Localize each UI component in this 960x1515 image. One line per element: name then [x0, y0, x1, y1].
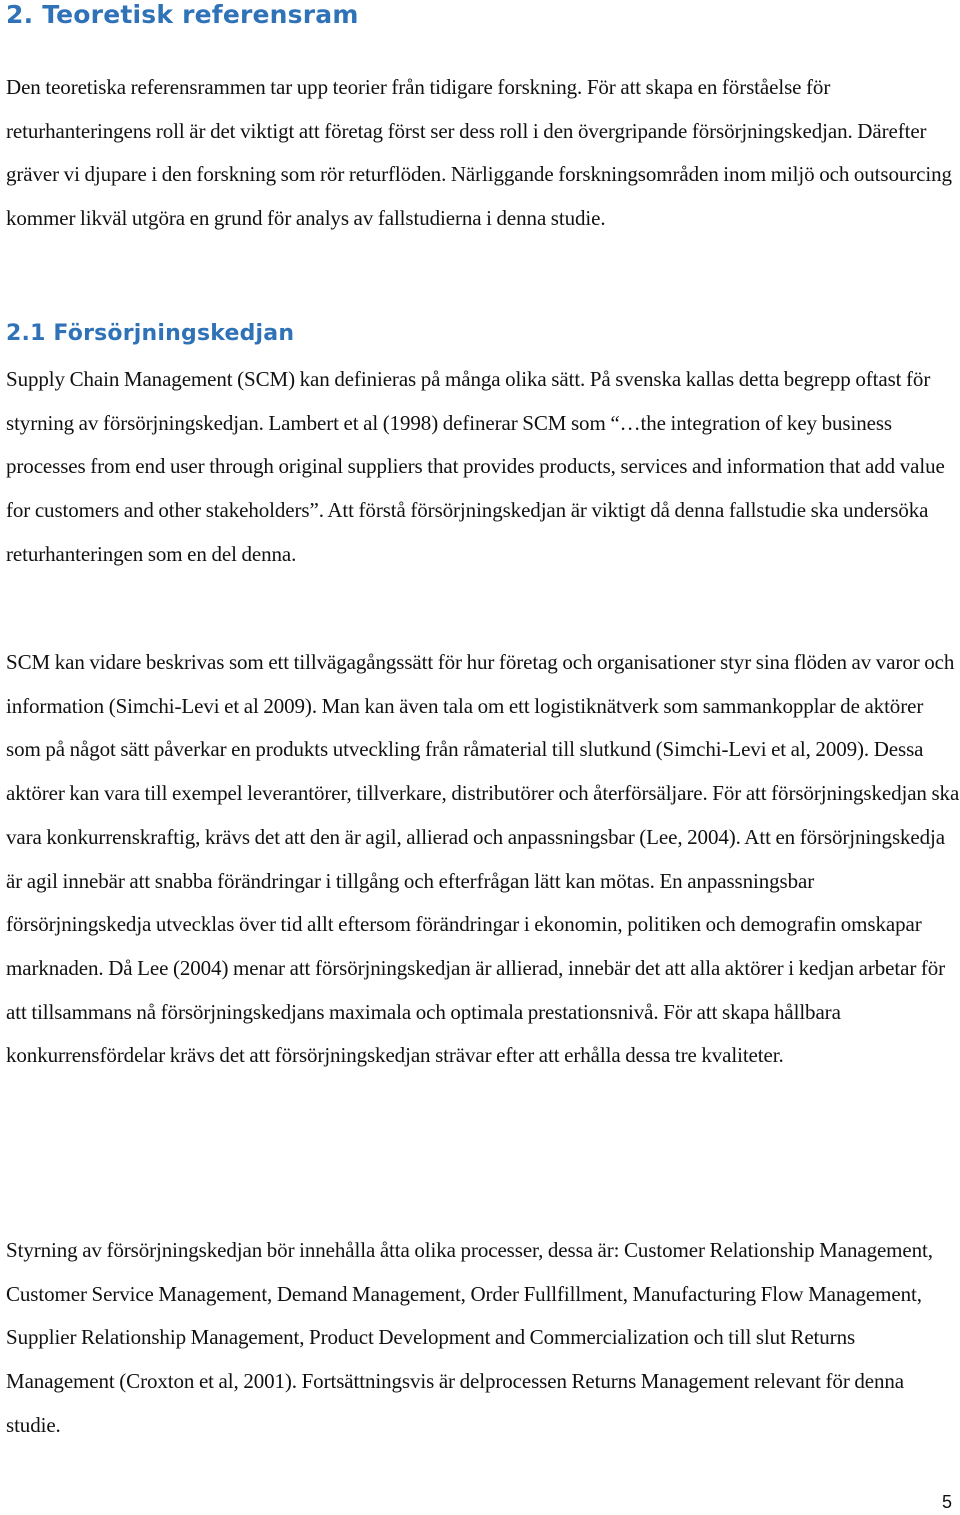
- subsection-heading: 2.1 Försörjningskedjan: [6, 321, 295, 346]
- page-number: 5: [941, 1492, 952, 1512]
- body-paragraph-processes: Styrning av försörjningskedjan bör innehålla åtta olika processer, dessa är: Customer Relationship Management, Customer Service Management, Demand Management, Order Fullfillment, Manufacturing Flow Management, Supplier Relationship Management, Product Development and Commercialization och till slut Returns Management (Croxton et al, 2001). Fortsättningsvis är delprocessen Returns Management relevant för denna studie.: [6, 1238, 933, 1437]
- body-paragraph-scm-description: SCM kan vidare beskrivas som ett tillvägagångssätt för hur företag och organisationer styr sina flöden av varor och information (Simchi-Levi et al 2009). Man kan även tala om ett logistiknätverk som sammankopplar de aktörer som på något sätt påverkar en produkts utveckling från råmaterial till slutkund (Simchi-Levi et al, 2009). Dessa aktörer kan vara till exempel leverantörer, tillverkare, distributörer och återförsäljare. För att försörjningskedjan ska vara konkurrenskraftig, krävs det att den är agil, allierad och anpassningsbar (Lee, 2004). Att en försörjningskedja är agil innebär att snabba förändringar i tillgång och efterfrågan lätt kan mötas. En anpassningsbar försörjningskedja utvecklas över tid allt eftersom förändringar i ekonomin, politiken och demografin omskapar marknaden. Då Lee (2004) menar att försörjningskedjan är allierad, innebär det att alla aktörer i kedjan arbetar för att tillsammans nå försörjningskedjans maximala och optimala prestationsnivå. För att skapa hållbara konkurrensfördelar krävs det att försörjningskedjan strävar efter att erhålla dessa tre kvaliteter.: [6, 650, 960, 1068]
- intro-paragraph: Den teoretiska referensrammen tar upp teorier från tidigare forskning. För att skapa en förståelse för returhanteringens roll är det viktigt att företag först ser dess roll i den övergripande försörjningskedjan. Därefter gräver vi djupare i den forskning som rör returflöden. Närliggande forskningsområden inom miljö och outsourcing kommer likväl utgöra en grund för analys av fallstudierna i denna studie.: [6, 75, 952, 231]
- section-heading: 2. Teoretisk referensram: [6, 0, 359, 29]
- body-paragraph-scm-definition: Supply Chain Management (SCM) kan definieras på många olika sätt. På svenska kallas detta begrepp oftast för styrning av försörjningskedjan. Lambert et al (1998) definerar SCM som “…the integration of key business processes from end user through original suppliers that provides products, services and information that add value for customers and other stakeholders”. Att förstå försörjningskedjan är viktigt då denna fallstudie ska undersöka returhanteringen som en del denna.: [6, 367, 945, 566]
